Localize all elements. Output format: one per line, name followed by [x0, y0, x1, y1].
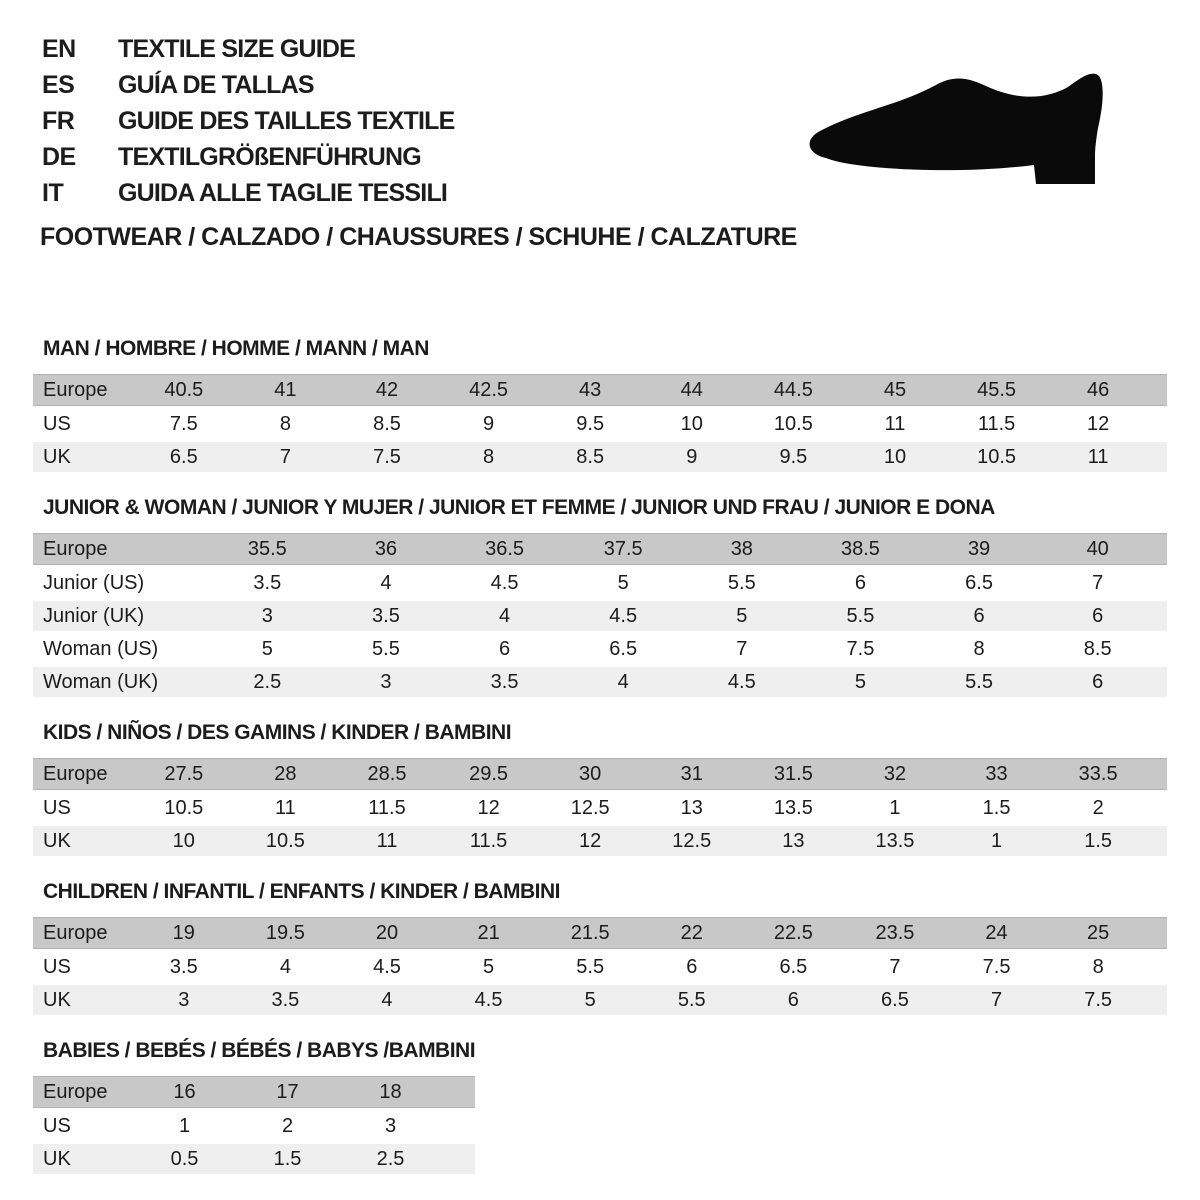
size-cell: 9.5 — [779, 446, 808, 468]
size-cell: 37.5 — [603, 538, 643, 560]
size-cell: 5 — [736, 605, 748, 627]
size-cell: 12 — [579, 830, 602, 852]
size-cell: 44.5 — [773, 379, 813, 401]
size-table-babies — [33, 1076, 475, 1174]
size-cell: 4 — [499, 605, 511, 627]
size-cell: 10.5 — [977, 446, 1017, 468]
size-cell: 39 — [967, 538, 991, 560]
size-cell: 36.5 — [485, 538, 525, 560]
size-cell: 5 — [584, 989, 596, 1011]
category-title: FOOTWEAR / CALZADO / CHAUSSURES / SCHUHE / CALZATURE — [40, 223, 797, 251]
size-cell: 13.5 — [773, 797, 813, 819]
size-cell: 3.5 — [271, 989, 300, 1011]
size-cell: 19.5 — [265, 922, 305, 944]
size-cell: 7.5 — [982, 956, 1011, 978]
row-label: US — [43, 956, 71, 978]
size-cell: 29.5 — [469, 763, 509, 785]
size-section-children — [33, 880, 1200, 1015]
size-cell: 12.5 — [570, 797, 610, 819]
size-cell: 3.5 — [372, 605, 400, 627]
size-cell: 40 — [1086, 538, 1109, 560]
guide-title-it: GUIDA ALLE TAGLIE TESSILI — [118, 179, 448, 207]
table-row — [33, 1144, 475, 1174]
size-cell: 3 — [178, 989, 190, 1011]
section-title-man: MAN / HOMBRE / HOMME / MANN / MAN — [43, 337, 429, 360]
section-title-kids: KIDS / NIÑOS / DES GAMINS / KINDER / BAMBINI — [43, 721, 512, 744]
size-cell: 7.5 — [373, 446, 401, 468]
shoe-icon — [800, 62, 1140, 192]
size-cell: 5 — [261, 638, 273, 660]
size-section-junior — [33, 496, 1200, 697]
size-cell: 30 — [579, 763, 602, 785]
size-table-man — [33, 374, 1167, 472]
size-cell: 33 — [985, 763, 1008, 785]
row-label: Junior (US) — [43, 572, 145, 594]
size-cell: 8.5 — [373, 413, 401, 435]
size-cell: 8 — [973, 638, 985, 660]
size-cell: 6 — [686, 956, 698, 978]
table-row — [33, 952, 1167, 982]
size-cell: 2 — [1092, 797, 1104, 819]
row-label: UK — [43, 830, 71, 852]
size-cell: 21 — [477, 922, 500, 944]
size-cell: 6.5 — [609, 638, 638, 660]
row-label: UK — [43, 1148, 71, 1170]
section-title-babies: BABIES / BEBÉS / BÉBÉS / BABYS /BAMBINI — [43, 1039, 476, 1062]
size-cell: 6 — [1092, 605, 1104, 627]
row-label: Woman (US) — [43, 638, 159, 660]
size-cell: 16 — [173, 1081, 196, 1103]
size-cell: 10 — [883, 446, 907, 468]
size-table-children — [33, 917, 1167, 1015]
size-cell: 5 — [483, 956, 495, 978]
size-cell: 24 — [985, 922, 1008, 944]
row-label: UK — [43, 989, 71, 1011]
size-cell: 7 — [990, 989, 1003, 1011]
table-row — [33, 917, 1167, 949]
size-cell: 19 — [172, 922, 195, 944]
size-cell: 35.5 — [247, 538, 287, 560]
size-cell: 11.5 — [977, 413, 1016, 435]
size-cell: 7 — [279, 446, 291, 468]
size-table-kids — [33, 758, 1167, 856]
size-table-junior — [33, 533, 1167, 697]
size-cell: 5 — [617, 572, 629, 594]
size-cell: 6.5 — [779, 956, 808, 978]
size-cell: 4.5 — [474, 989, 503, 1011]
size-cell: 4 — [617, 671, 629, 693]
size-cell: 8 — [1092, 956, 1104, 978]
section-title-children: CHILDREN / INFANTIL / ENFANTS / KINDER / BAMBINI — [43, 880, 560, 903]
size-cell: 27.5 — [164, 763, 204, 785]
size-cell: 13.5 — [875, 830, 915, 852]
table-row — [33, 758, 1167, 790]
size-cell: 5.5 — [372, 638, 400, 660]
size-cell: 9.5 — [576, 413, 605, 435]
table-row — [33, 985, 1167, 1015]
size-cell: 12.5 — [672, 830, 712, 852]
size-cell: 3.5 — [253, 572, 282, 594]
guide-title-es: GUÍA DE TALLAS — [118, 71, 314, 99]
size-cell: 10.5 — [773, 413, 813, 435]
size-cell: 7.5 — [846, 638, 875, 660]
size-cell: 12 — [1087, 413, 1110, 435]
size-cell: 6 — [499, 638, 511, 660]
language-row-en — [42, 36, 1200, 63]
row-label: Europe — [43, 922, 108, 944]
size-cell: 17 — [276, 1081, 299, 1103]
row-label: US — [43, 413, 71, 435]
table-row — [33, 634, 1167, 664]
size-cell: 4.5 — [727, 671, 756, 693]
size-cell: 3.5 — [169, 956, 198, 978]
size-cell: 11 — [275, 797, 296, 819]
size-cell: 41 — [274, 379, 297, 401]
table-row — [33, 1076, 475, 1108]
size-cell: 11 — [1087, 446, 1109, 468]
size-cell: 6.5 — [965, 572, 993, 594]
size-cell: 40.5 — [164, 379, 204, 401]
table-row — [33, 568, 1167, 598]
size-cell: 6 — [1092, 671, 1104, 693]
row-label: Europe — [43, 538, 108, 560]
table-row — [33, 793, 1167, 823]
size-cell: 10 — [172, 830, 195, 852]
size-cell: 6 — [787, 989, 799, 1011]
guide-title-en: TEXTILE SIZE GUIDE — [118, 35, 356, 63]
language-code-label: ES — [42, 71, 75, 99]
size-cell: 13 — [680, 797, 703, 819]
size-cell: 5.5 — [677, 989, 706, 1011]
language-code-label: FR — [42, 107, 75, 135]
section-title-junior: JUNIOR & WOMAN / JUNIOR Y MUJER / JUNIOR ET FEMME / JUNIOR UND FRAU / JUNIOR E DONA — [43, 496, 995, 519]
size-cell: 13 — [782, 830, 805, 852]
size-cell: 6 — [854, 572, 866, 594]
size-cell: 3 — [261, 605, 273, 627]
size-cell: 36 — [374, 538, 398, 560]
table-row — [33, 667, 1167, 697]
size-cell: 8.5 — [1083, 638, 1112, 660]
language-code-label: DE — [42, 143, 76, 171]
size-cell: 3.5 — [490, 671, 519, 693]
size-cell: 11 — [376, 830, 398, 852]
row-label: UK — [43, 446, 71, 468]
size-cell: 4.5 — [373, 956, 401, 978]
size-cell: 28.5 — [367, 763, 407, 785]
size-cell: 5.5 — [965, 671, 993, 693]
size-tables — [0, 337, 1200, 1174]
size-cell: 25 — [1087, 922, 1110, 944]
size-cell: 9 — [483, 413, 495, 435]
row-label: Europe — [43, 1081, 108, 1103]
size-cell: 20 — [375, 922, 399, 944]
table-row — [33, 442, 1167, 472]
size-cell: 6.5 — [169, 446, 198, 468]
size-cell: 6 — [973, 605, 985, 627]
table-row — [33, 826, 1167, 856]
size-cell: 31.5 — [773, 763, 813, 785]
size-cell: 38 — [730, 538, 753, 560]
size-cell: 2.5 — [253, 671, 282, 693]
size-cell: 4.5 — [609, 605, 638, 627]
size-cell: 7 — [736, 638, 748, 660]
size-cell: 22 — [680, 922, 703, 944]
size-cell: 10 — [680, 413, 703, 435]
size-cell: 3 — [384, 1115, 397, 1137]
size-cell: 2 — [281, 1115, 294, 1137]
size-cell: 42.5 — [469, 379, 509, 401]
size-cell: 7 — [1092, 572, 1104, 594]
size-cell: 28 — [274, 763, 297, 785]
size-cell: 8 — [279, 413, 291, 435]
size-cell: 4 — [279, 956, 291, 978]
size-cell: 32 — [883, 763, 907, 785]
size-cell: 11.5 — [469, 830, 508, 852]
size-cell: 22.5 — [773, 922, 813, 944]
size-cell: 1.5 — [982, 797, 1011, 819]
size-cell: 43 — [579, 379, 602, 401]
language-code-label: EN — [42, 35, 76, 63]
table-row — [33, 374, 1167, 406]
size-cell: 21.5 — [570, 922, 610, 944]
size-cell: 4 — [380, 572, 392, 594]
size-cell: 4.5 — [490, 572, 519, 594]
size-cell: 44 — [680, 379, 703, 401]
size-cell: 5.5 — [576, 956, 605, 978]
size-cell: 23.5 — [875, 922, 915, 944]
size-cell: 1 — [990, 830, 1003, 852]
table-row — [33, 533, 1167, 565]
size-cell: 8 — [483, 446, 495, 468]
table-row — [33, 601, 1167, 631]
row-label: Europe — [43, 763, 108, 785]
size-cell: 33.5 — [1078, 763, 1118, 785]
size-cell: 7.5 — [1084, 989, 1113, 1011]
size-cell: 4 — [381, 989, 393, 1011]
size-cell: 42 — [375, 379, 399, 401]
size-section-kids — [33, 721, 1200, 856]
size-cell: 10.5 — [164, 797, 204, 819]
size-cell: 5.5 — [846, 605, 875, 627]
size-section-babies — [33, 1039, 1200, 1174]
size-section-man — [33, 337, 1200, 472]
size-cell: 18 — [379, 1081, 402, 1103]
row-label: US — [43, 1115, 71, 1137]
size-cell: 45.5 — [977, 379, 1017, 401]
size-cell: 7.5 — [169, 413, 198, 435]
size-cell: 38.5 — [840, 538, 880, 560]
size-cell: 0.5 — [170, 1148, 199, 1170]
guide-title-fr: GUIDE DES TAILLES TEXTILE — [118, 107, 455, 135]
row-label: Junior (UK) — [43, 605, 145, 627]
size-cell: 12 — [477, 797, 500, 819]
row-label: Europe — [43, 379, 108, 401]
header — [0, 0, 1200, 251]
size-cell: 1 — [178, 1115, 191, 1137]
row-label: US — [43, 797, 71, 819]
size-cell: 11.5 — [368, 797, 406, 819]
language-code-label: IT — [42, 179, 64, 207]
size-cell: 2.5 — [376, 1148, 405, 1170]
size-cell: 8.5 — [576, 446, 605, 468]
size-cell: 9 — [686, 446, 698, 468]
size-cell: 3 — [380, 671, 392, 693]
size-cell: 7 — [889, 956, 901, 978]
size-cell: 10.5 — [265, 830, 305, 852]
size-cell: 1.5 — [1084, 830, 1113, 852]
size-cell: 5 — [854, 671, 866, 693]
size-cell: 1 — [889, 797, 901, 819]
size-cell: 6.5 — [881, 989, 909, 1011]
size-cell: 31 — [680, 763, 703, 785]
table-row — [33, 409, 1167, 439]
table-row — [33, 1111, 475, 1141]
size-cell: 45 — [883, 379, 907, 401]
guide-title-de: TEXTILGRÖßENFÜHRUNG — [118, 143, 421, 171]
row-label: Woman (UK) — [43, 671, 159, 693]
size-cell: 11 — [884, 413, 906, 435]
size-cell: 46 — [1087, 379, 1110, 401]
size-cell: 5.5 — [727, 572, 756, 594]
size-cell: 1.5 — [273, 1148, 302, 1170]
